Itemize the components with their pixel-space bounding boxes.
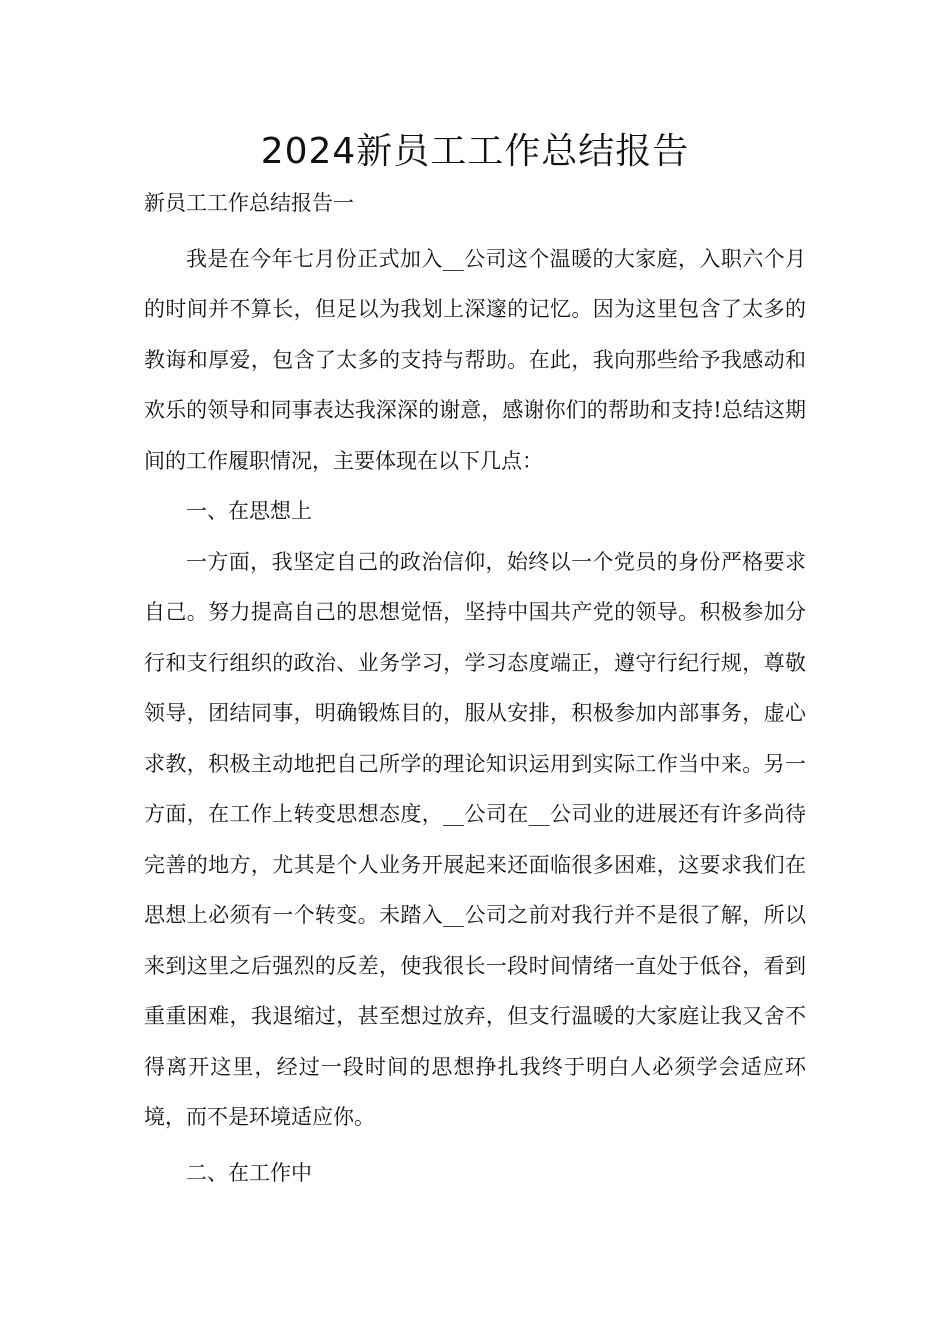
document-subtitle: 新员工工作总结报告一 bbox=[144, 191, 354, 215]
thought-paragraph: 一方面，我坚定自己的政治信仰，始终以一个党员的身份严格要求自己。努力提高自己的思想觉悟，坚持中国共产党的领导。积极参加分行和支行组织的政治、业务学习，学习态度端正，遵守行纪行规，尊敬领导，团结同事，明确锻炼目的，服从安排，积极参加内部事务，虚心求教，积极主动地把自己所学的理论知识运用到实际工作当中来。另一方面，在工作上转变思想态度，__公司在__公司业的进展还有许多尚待完善的地方，尤其是个人业务开展起来还面临很多困难，这要求我们在思想上必须有一个转变。未踏入__公司之前对我行并不是很了解，所以来到这里之后强烈的反差，使我很长一段时间情绪一直处于低谷，看到重重困难，我退缩过，甚至想过放弃，但支行温暖的大家庭让我又舍不得离开这里，经过一段时间的思想挣扎我终于明白人必须学会适应环境，而不是环境适应你。 bbox=[144, 549, 806, 1129]
intro-paragraph: 我是在今年七月份正式加入__公司这个温暖的大家庭，入职六个月的时间并不算长，但足以为我划上深邃的记忆。因为这里包含了太多的教诲和厚爱，包含了太多的支持与帮助。在此，我向那些给予我感动和欢乐的领导和同事表达我深深的谢意，感谢你们的帮助和支持!总结这期间的工作履职情况，主要体现在以下几点： bbox=[144, 246, 806, 473]
document-body bbox=[144, 178, 806, 1198]
section-heading-work: 二、在工作中 bbox=[186, 1160, 312, 1185]
section-heading-thought: 一、在思想上 bbox=[186, 499, 312, 523]
document-title: 2024新员工工作总结报告 bbox=[260, 131, 690, 172]
